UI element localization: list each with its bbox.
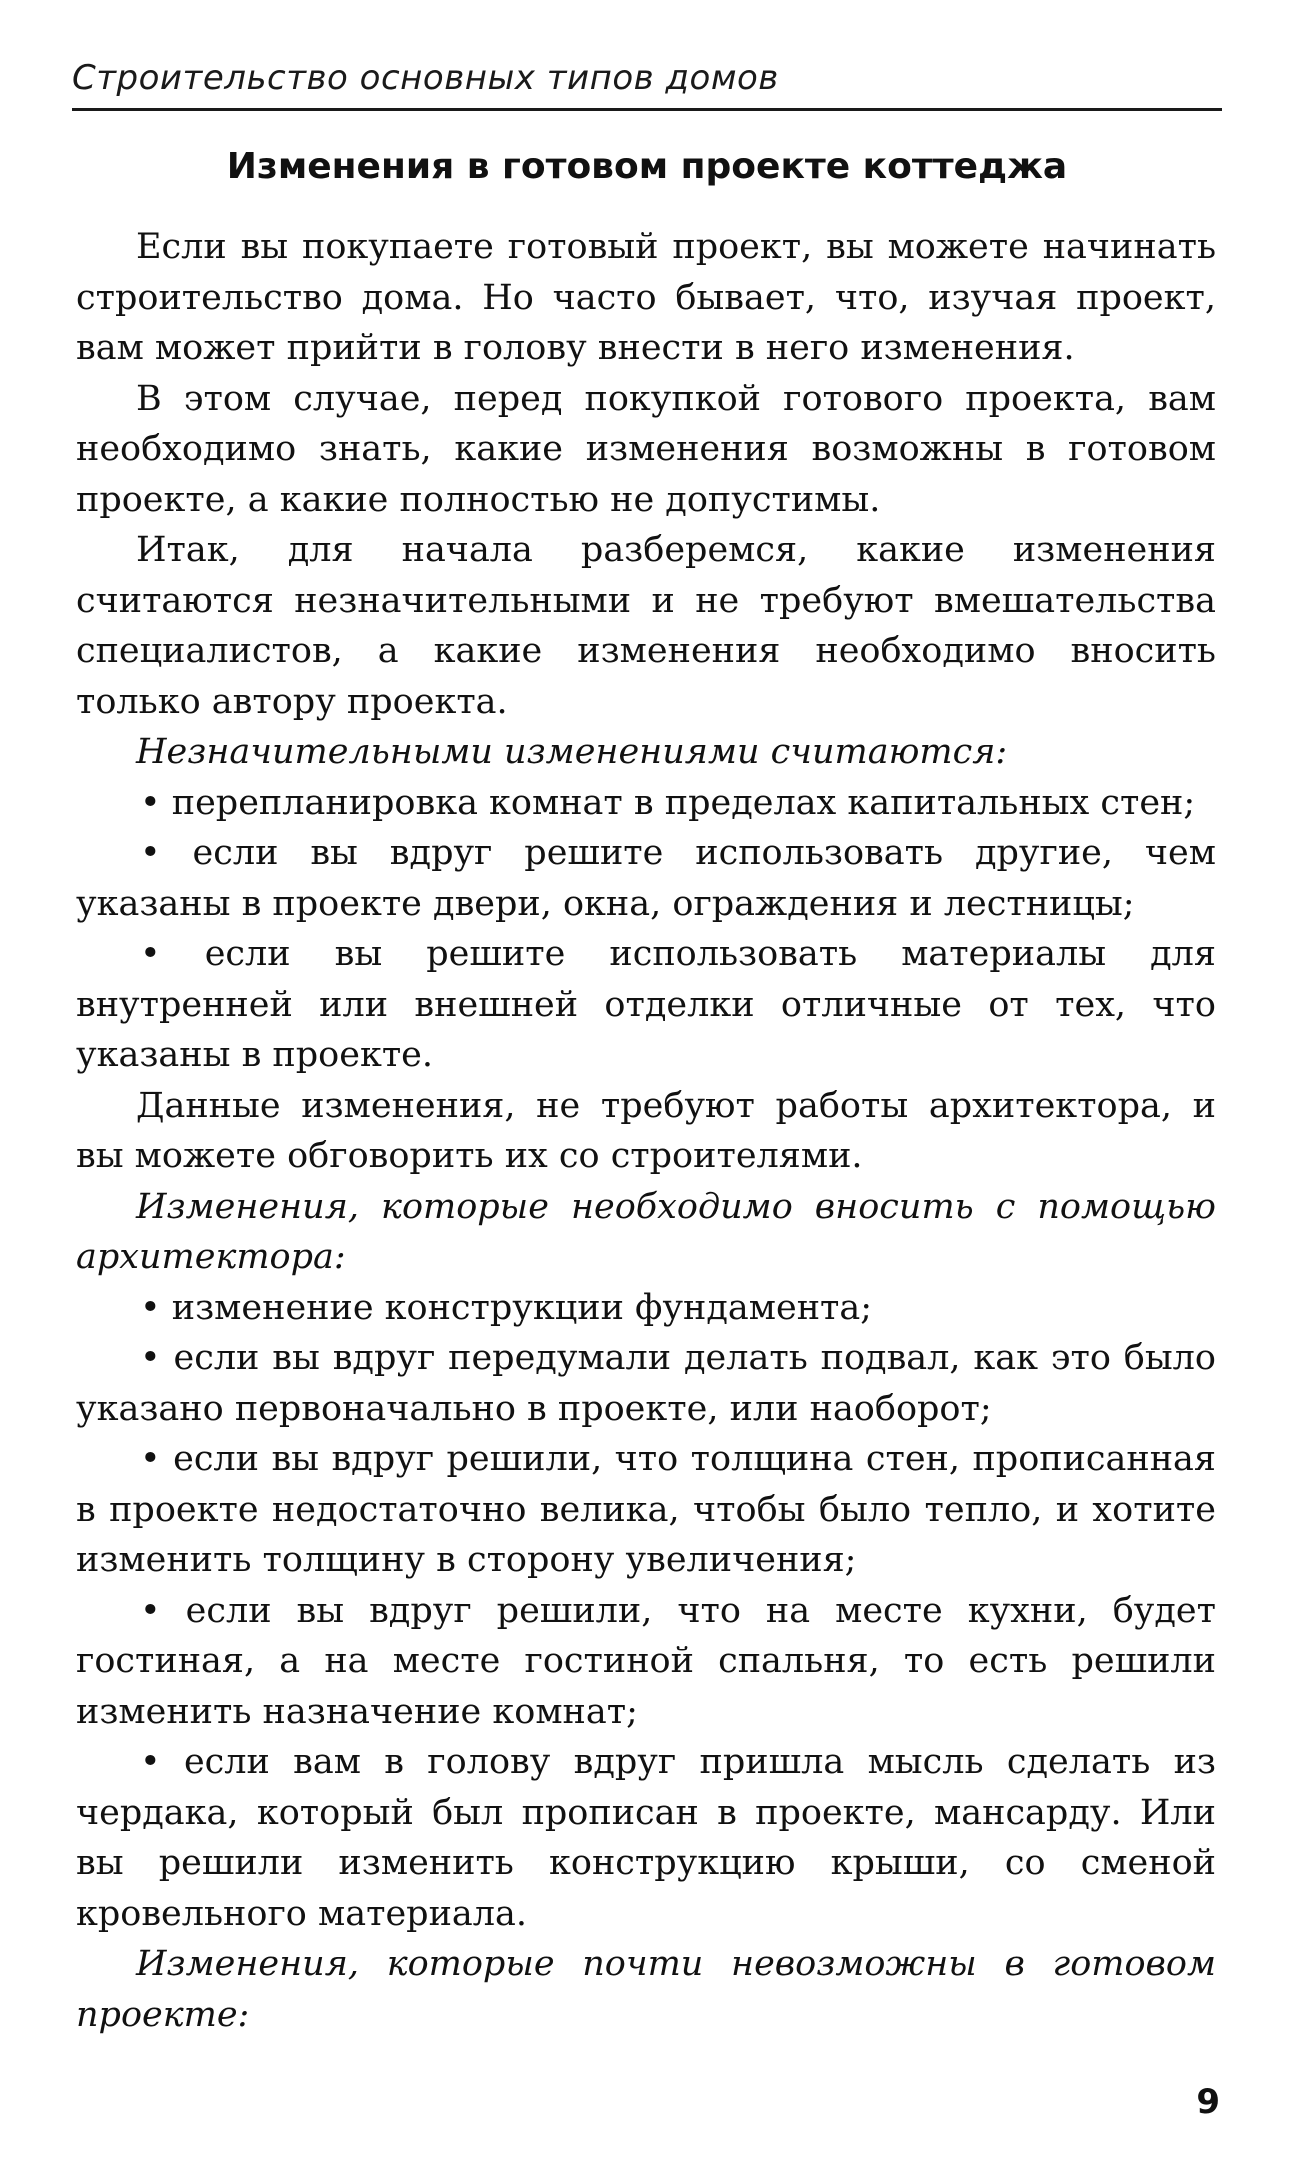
list-item: • перепланировка комнат в пределах капитальных стен; — [140, 782, 1196, 823]
list-item: • если вы вдруг передумали делать подвал, как это было указано первоначально в проекте, или наоборот; — [76, 1338, 1216, 1429]
italic-subheading: Изменения, которые необходимо вносить с помощью архитектора: — [76, 1186, 1216, 1277]
italic-subheading: Изменения, которые почти невозможны в готовом проекте: — [76, 1944, 1216, 2035]
paragraph: Если вы покупаете готовый проект, вы можете начинать строительство дома. Но часто бывает, что, изучая проект, вам может прийти в голову внести в него изменения. — [76, 227, 1216, 368]
italic-subheading: Незначительными изменениями считаются: — [136, 732, 1008, 772]
paragraph: В этом случае, перед покупкой готового проекта, вам необходимо знать, какие изменения возможны в готовом проекте, а какие полностью не допустимы. — [76, 378, 1216, 520]
list-item: • если вы вдруг решите использовать другие, чем указаны в проекте двери, окна, ограждения и лестницы; — [76, 833, 1216, 924]
body-text — [76, 222, 1216, 2040]
list-item: • если вы решите использовать материалы для внутренней или внешней отделки отличные от тех, что указаны в проекте. — [76, 934, 1216, 1075]
section-title: Изменения в готовом проекте коттеджа — [226, 146, 1068, 187]
list-item: • если вы вдруг решили, что на месте кухни, будет гостиная, а на месте гостиной спальня, то есть решили изменить назначение комнат; — [76, 1590, 1216, 1732]
running-head: Строительство основных типов домов — [72, 58, 779, 98]
list-item: • если вы вдруг решили, что толщина стен, прописанная в проекте недостаточно велика, чтобы было тепло, и хотите изменить толщину в сторону увеличения; — [76, 1439, 1216, 1580]
paragraph: Данные изменения, не требуют работы архитектора, и вы можете обговорить их со строителями. — [76, 1085, 1216, 1176]
paragraph: Итак, для начала разберемся, какие изменения считаются незначительными и не требуют вмешательства специалистов, а какие изменения необходимо вносить только автору проекта. — [76, 530, 1216, 722]
list-item: • изменение конструкции фундамента; — [140, 1287, 873, 1328]
header-rule — [72, 108, 1222, 111]
page-number: 9 — [1196, 2082, 1220, 2122]
list-item: • если вам в голову вдруг пришла мысль сделать из чердака, который был прописан в проекте, мансарду. Или вы решили изменить конструкцию крыши, со сменой кровельного материала. — [76, 1742, 1216, 1934]
